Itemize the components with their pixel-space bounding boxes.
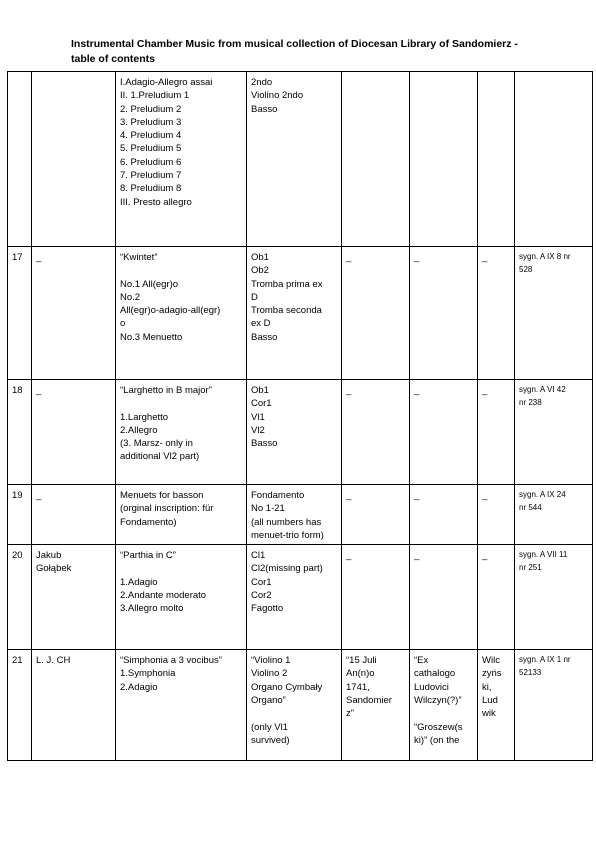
cell-provenance <box>410 380 478 485</box>
table-row <box>8 380 593 485</box>
table-row <box>8 485 593 545</box>
cell-line: survived) <box>251 734 290 746</box>
cell-line: nr 238 <box>519 398 542 408</box>
cell-line: 52133 <box>519 668 542 678</box>
cell-line: 19 <box>12 490 23 501</box>
cell-date <box>342 380 410 485</box>
cell-line: Tromba seconda <box>251 305 322 317</box>
cell-line: _ <box>482 385 488 396</box>
cell-line <box>120 562 242 575</box>
cell-line: 1741, <box>346 681 370 693</box>
cell-signature <box>515 380 593 485</box>
cell-title <box>116 485 247 545</box>
cell-line: _ <box>414 252 420 263</box>
cell-title <box>116 72 247 247</box>
cell-line: “Kwintet” <box>120 252 158 263</box>
cell-no <box>8 380 32 485</box>
cell-line: _ <box>346 490 352 501</box>
cell-instrumentation <box>247 650 342 761</box>
cell-line: “Groszew(s <box>414 721 463 733</box>
cell-line: o <box>120 318 126 330</box>
cell-signature <box>515 247 593 380</box>
table-row <box>8 650 593 761</box>
cell-line: 2.Andante moderato <box>120 590 207 602</box>
document-title: Instrumental Chamber Music from musical collection of Diocesan Library of Sandomierz - table of contents <box>71 38 518 65</box>
cell-line: 2. Preludium 2 <box>120 103 182 115</box>
cell-date <box>342 485 410 545</box>
cell-line: L. J. CH <box>36 655 71 667</box>
cell-composer <box>32 380 116 485</box>
cell-line <box>12 76 27 89</box>
cell-line: Jakub <box>36 550 62 562</box>
cell-line: Organo” <box>251 695 286 707</box>
cell-line: 2.Allegro <box>120 424 158 436</box>
cell-line: 20 <box>12 550 23 562</box>
table-row <box>8 545 593 650</box>
cell-line: _ <box>414 385 420 396</box>
cell-line <box>36 76 111 89</box>
cell-line: Violino 2 <box>251 668 288 680</box>
cell-line: 3.Allegro molto <box>120 603 184 615</box>
cell-provenance <box>410 247 478 380</box>
cell-line <box>120 397 242 410</box>
cell-line: “Parthia in C” <box>120 550 176 562</box>
cell-line: Vl2 <box>251 424 265 436</box>
cell-line: Fondamento) <box>120 516 177 528</box>
cell-line: (only Vl1 <box>251 721 288 733</box>
cell-line: “Simphonia a 3 vocibus” <box>120 655 222 667</box>
cell-composer <box>32 72 116 247</box>
cell-no <box>8 545 32 650</box>
cell-line: Wilc <box>482 655 500 667</box>
cell-line <box>346 76 405 89</box>
cell-line: Lud <box>482 695 498 707</box>
cell-instrumentation <box>247 545 342 650</box>
cell-line: sygn. A VI 42 <box>519 385 566 394</box>
cell-line: menuet-trio form) <box>251 529 324 541</box>
cell-line: “15 Juli <box>346 655 377 667</box>
cell-composer <box>32 485 116 545</box>
cell-line: 2ndo <box>251 77 273 88</box>
cell-line: sygn. A IX 8 nr <box>519 252 571 261</box>
cell-line: Basso <box>251 438 278 450</box>
cell-line: No.2 <box>120 291 141 303</box>
cell-line: nr 251 <box>519 563 542 573</box>
cell-line: _ <box>482 490 488 501</box>
cell-line: 17 <box>12 252 23 263</box>
cell-copyist <box>478 545 515 650</box>
cell-line: 5. Preludium 5 <box>120 143 182 155</box>
cell-line: No 1-21 <box>251 503 285 515</box>
cell-line: ex D <box>251 318 271 330</box>
cell-line: Violino 2ndo <box>251 90 304 102</box>
table-row <box>8 72 593 247</box>
cell-line: Cor1 <box>251 576 272 588</box>
cell-line: All(egr)o-adagio-all(egr) <box>120 305 221 317</box>
cell-line: (orginal inscription: für <box>120 503 214 515</box>
cell-signature <box>515 545 593 650</box>
cell-signature <box>515 485 593 545</box>
cell-line: Cl1 <box>251 550 266 562</box>
cell-line: 3. Preludium 3 <box>120 116 182 128</box>
cell-line: wik <box>482 708 496 720</box>
cell-copyist <box>478 247 515 380</box>
cell-line: “Violino 1 <box>251 655 291 667</box>
cell-line: Organo Cymbały <box>251 681 323 693</box>
cell-line: I.Adagio-Allegro assai <box>120 77 213 88</box>
cell-line: 21 <box>12 655 23 667</box>
cell-title <box>116 650 247 761</box>
cell-line: Vl1 <box>251 411 265 423</box>
cell-date <box>342 247 410 380</box>
cell-no <box>8 247 32 380</box>
cell-date <box>342 72 410 247</box>
cell-line: 1.Larghetto <box>120 411 169 423</box>
cell-line <box>251 707 337 720</box>
cell-provenance <box>410 72 478 247</box>
cell-no <box>8 72 32 247</box>
cell-line <box>482 76 510 89</box>
cell-line: (all numbers has <box>251 516 322 528</box>
cell-line: _ <box>346 550 352 562</box>
cell-line: 7. Preludium 7 <box>120 170 182 182</box>
cell-copyist <box>478 72 515 247</box>
table-row <box>8 247 593 380</box>
cell-line: _ <box>346 252 352 263</box>
cell-line: Cl2(missing part) <box>251 563 323 575</box>
cell-copyist <box>478 650 515 761</box>
cell-date <box>342 650 410 761</box>
cell-date <box>342 545 410 650</box>
cell-provenance <box>410 485 478 545</box>
cell-line: sygn. A IX 24 <box>519 490 566 499</box>
cell-no <box>8 650 32 761</box>
cell-signature <box>515 650 593 761</box>
cell-line: additional Vl2 part) <box>120 451 200 463</box>
cell-line: zyńs <box>482 668 502 680</box>
cell-line: _ <box>482 252 488 263</box>
cell-line: Basso <box>251 103 278 115</box>
cell-line: _ <box>414 490 420 501</box>
cell-line: “Ex <box>414 655 429 667</box>
cell-line: 18 <box>12 385 23 396</box>
cell-line: _ <box>36 385 42 396</box>
cell-line: sygn. A IX 1 nr <box>519 655 571 665</box>
cell-line: _ <box>414 550 420 562</box>
cell-line: _ <box>36 490 42 501</box>
cell-line: nr 544 <box>519 503 542 513</box>
table-body <box>8 72 593 761</box>
cell-line: Ludovici <box>414 681 449 693</box>
cell-line: Tromba prima ex <box>251 278 323 290</box>
cell-line: Gołąbek <box>36 563 72 575</box>
cell-line <box>414 76 473 89</box>
cell-no <box>8 485 32 545</box>
cell-line: No.3 Menuetto <box>120 331 183 343</box>
cell-line: Ob1 <box>251 385 269 396</box>
cell-line: (3. Marsz- only in <box>120 438 193 450</box>
cell-provenance <box>410 650 478 761</box>
cell-line: 528 <box>519 265 533 275</box>
cell-line: Sandomier <box>346 695 392 707</box>
cell-line: Ob2 <box>251 265 269 277</box>
cell-line: D <box>251 291 258 303</box>
cell-line: 4. Preludium 4 <box>120 130 182 142</box>
cell-title <box>116 247 247 380</box>
cell-line: _ <box>36 252 42 263</box>
cell-line: 1.Adagio <box>120 576 158 588</box>
cell-line: “Larghetto in B major” <box>120 385 212 396</box>
cell-copyist <box>478 485 515 545</box>
cell-line: Basso <box>251 331 278 343</box>
cell-line: Fondamento <box>251 490 305 501</box>
cell-line: No.1 All(egr)o <box>120 278 179 290</box>
cell-line: ki)” (on the <box>414 734 460 746</box>
cell-instrumentation <box>247 247 342 380</box>
cell-line: III. Presto allegro <box>120 196 192 208</box>
cell-composer <box>32 545 116 650</box>
cell-line: _ <box>346 385 352 396</box>
cell-instrumentation <box>247 72 342 247</box>
cell-provenance <box>410 545 478 650</box>
cell-line: 1.Symphonia <box>120 668 176 680</box>
cell-line: Fagotto <box>251 603 284 615</box>
cell-line <box>414 707 473 720</box>
cell-line: 2.Adagio <box>120 681 158 693</box>
cell-line <box>519 76 588 89</box>
cell-line <box>120 264 242 277</box>
cell-line: II. 1.Preludium 1 <box>120 90 190 102</box>
cell-title <box>116 380 247 485</box>
cell-instrumentation <box>247 485 342 545</box>
cell-line: Wilczyn(?)” <box>414 695 462 707</box>
cell-line: _ <box>482 550 488 562</box>
cell-line: 8. Preludium 8 <box>120 183 182 195</box>
cell-line: ki, <box>482 681 492 693</box>
cell-line: 6. Preludium 6 <box>120 156 182 168</box>
cell-line: z” <box>346 708 354 720</box>
cell-title <box>116 545 247 650</box>
cell-line: sygn. A VII 11 <box>519 550 568 560</box>
cell-composer <box>32 247 116 380</box>
cell-line: Cor2 <box>251 590 272 602</box>
cell-line: Menuets for basson <box>120 490 204 501</box>
cell-copyist <box>478 380 515 485</box>
cell-line: cathalogo <box>414 668 456 680</box>
cell-signature <box>515 72 593 247</box>
cell-instrumentation <box>247 380 342 485</box>
cell-line: Cor1 <box>251 398 272 410</box>
cell-line: An(n)o <box>346 668 375 680</box>
cell-composer <box>32 650 116 761</box>
cell-line: Ob1 <box>251 252 269 263</box>
contents-table <box>7 71 593 761</box>
